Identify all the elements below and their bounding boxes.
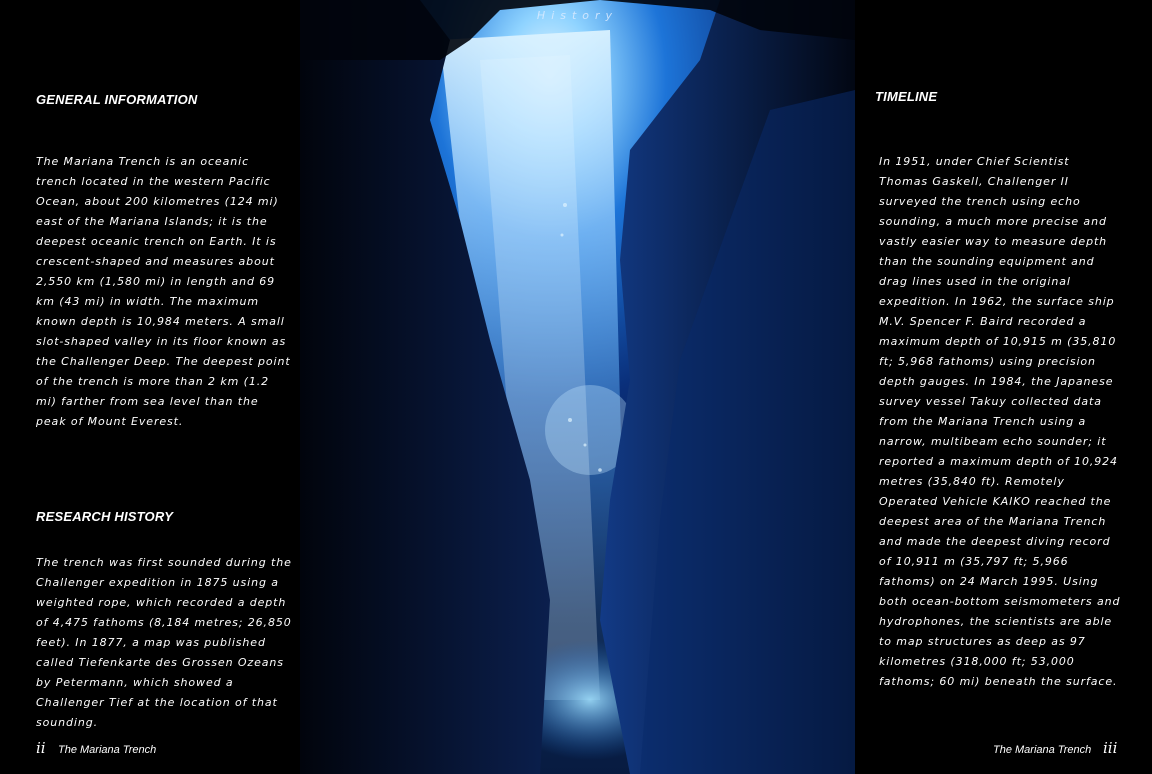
general-information-body: The Mariana Trench is an oceanic trench located in the western Pacific Ocean, about 200 kilometres (124 mi) east of the Mariana Islands; it is the deepest oceanic trench on Earth. It is crescent-shaped and measures about 2,550 km (1,580 mi) in length and 69 km (43 mi) in width. The maximum known depth is 10,984 meters. A small slot-shaped valley in its floor known as the Challenger Deep. The deepest point of the trench is more than 2 km (1.2 mi) farther from sea level than the peak of Mount Everest. [36,155,291,428]
section-label: History [536,9,619,22]
underwater-cave-photo [300,0,855,774]
research-history-heading: RESEARCH HISTORY [36,509,174,524]
timeline-body: In 1951, under Chief Scientist Thomas Gaskell, Challenger II surveyed the trench using echo sounding, a much more precise and vastly easier way to measure depth than the sounding equipment and drag lines used in the original expedition. In 1962, the surface ship M.V. Spencer F. Baird recorded a maximum depth of 10,915 m (35,810 ft; 5,968 fathoms) using precision depth gauges. In 1984, the Japanese survey vessel Takuy collected data from the Mariana Trench using a narrow, multibeam echo sounder; it reported a maximum depth of 10,924 metres (35,840 ft). Remotely Operated Vehicle KAIKO reached the deepest area of the Mariana Trench and made the deepest diving record of 10,911 m (35,797 ft; 5,966 fathoms) on 24 March 1995. Using both ocean-bottom seismometers and hydrophones, the scientists are able to map structures as deep as 97 kilometres (318,000 ft; 53,000 fathoms; 60 mi) beneath the surface. [879,155,1121,688]
general-information-heading: GENERAL INFORMATION [36,92,198,107]
research-history-body: The trench was first sounded during the Challenger expedition in 1875 using a weighted rope, which recorded a depth of 4,475 fathoms (8,184 metres; 26,850 feet). In 1877, a map was published called Tiefenkarte des Grossen Ozeans by Petermann, which showed a Challenger Tief at the location of that sounding. [36,556,292,729]
right-running-title: The Mariana Trench [993,744,1092,756]
cave-light-illustration [300,0,855,774]
left-page-number: ii [36,739,46,757]
left-running-title: The Mariana Trench [58,744,157,756]
timeline-heading: TIMELINE [875,89,938,104]
right-page-number: iii [1103,739,1118,757]
